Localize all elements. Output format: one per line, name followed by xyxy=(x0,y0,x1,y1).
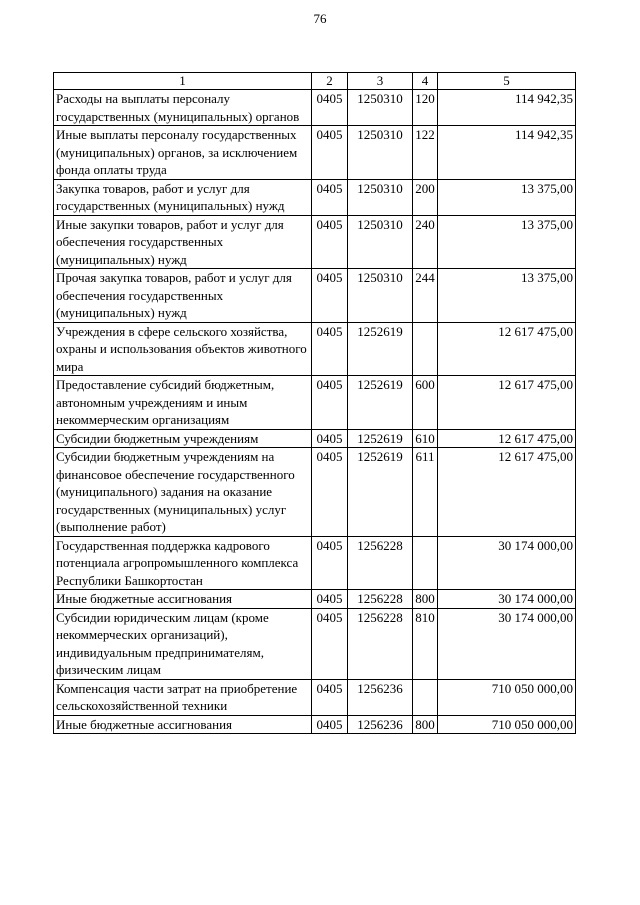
row-sum: 13 375,00 xyxy=(438,215,576,269)
row-section: 0405 xyxy=(312,715,348,734)
row-name: Предоставление субсидий бюджетным, автономным учреждениям и иным некоммерческим организациям xyxy=(54,376,312,430)
row-section: 0405 xyxy=(312,269,348,323)
row-csr: 1256236 xyxy=(348,715,413,734)
row-name: Иные выплаты персоналу государственных (муниципальных) органов, за исключением фонда оплаты труда xyxy=(54,126,312,180)
row-csr: 1256228 xyxy=(348,608,413,679)
row-sum: 114 942,35 xyxy=(438,126,576,180)
row-vr: 240 xyxy=(413,215,438,269)
row-csr: 1256236 xyxy=(348,679,413,715)
row-name: Учреждения в сфере сельского хозяйства, охраны и использования объектов животного мира xyxy=(54,322,312,376)
row-name: Государственная поддержка кадрового потенциала агропромышленного комплекса Республики Башкортостан xyxy=(54,536,312,590)
row-section: 0405 xyxy=(312,679,348,715)
row-vr: 120 xyxy=(413,90,438,126)
row-sum: 13 375,00 xyxy=(438,179,576,215)
row-csr: 1252619 xyxy=(348,322,413,376)
table-row xyxy=(54,590,576,609)
row-name: Иные бюджетные ассигнования xyxy=(54,715,312,734)
row-vr: 800 xyxy=(413,715,438,734)
row-csr: 1256228 xyxy=(348,590,413,609)
row-section: 0405 xyxy=(312,322,348,376)
row-sum: 30 174 000,00 xyxy=(438,590,576,609)
row-section: 0405 xyxy=(312,179,348,215)
row-csr: 1250310 xyxy=(348,126,413,180)
table-row xyxy=(54,536,576,590)
row-section: 0405 xyxy=(312,429,348,448)
row-csr: 1252619 xyxy=(348,448,413,537)
row-csr: 1250310 xyxy=(348,269,413,323)
row-csr: 1256228 xyxy=(348,536,413,590)
row-vr: 122 xyxy=(413,126,438,180)
row-vr: 200 xyxy=(413,179,438,215)
row-name: Иные закупки товаров, работ и услуг для обеспечения государственных (муниципальных) нужд xyxy=(54,215,312,269)
table-row xyxy=(54,179,576,215)
row-section: 0405 xyxy=(312,608,348,679)
row-name: Иные бюджетные ассигнования xyxy=(54,590,312,609)
header-cell-vr: 4 xyxy=(413,73,438,90)
row-csr: 1250310 xyxy=(348,215,413,269)
row-csr: 1252619 xyxy=(348,429,413,448)
row-vr xyxy=(413,536,438,590)
row-section: 0405 xyxy=(312,448,348,537)
row-name: Субсидии бюджетным учреждениям xyxy=(54,429,312,448)
row-vr: 800 xyxy=(413,590,438,609)
row-name: Закупка товаров, работ и услуг для государственных (муниципальных) нужд xyxy=(54,179,312,215)
row-vr: 610 xyxy=(413,429,438,448)
table-row xyxy=(54,448,576,537)
row-csr: 1250310 xyxy=(348,179,413,215)
row-section: 0405 xyxy=(312,90,348,126)
table-row xyxy=(54,715,576,734)
row-sum: 114 942,35 xyxy=(438,90,576,126)
row-sum: 30 174 000,00 xyxy=(438,536,576,590)
row-section: 0405 xyxy=(312,126,348,180)
row-sum: 12 617 475,00 xyxy=(438,322,576,376)
row-vr xyxy=(413,679,438,715)
table-row xyxy=(54,376,576,430)
row-vr: 244 xyxy=(413,269,438,323)
header-cell-section: 2 xyxy=(312,73,348,90)
row-sum: 710 050 000,00 xyxy=(438,715,576,734)
row-section: 0405 xyxy=(312,376,348,430)
header-cell-csr: 3 xyxy=(348,73,413,90)
header-cell-name: 1 xyxy=(54,73,312,90)
row-section: 0405 xyxy=(312,215,348,269)
page-number: 76 xyxy=(313,11,327,26)
row-name: Расходы на выплаты персоналу государственных (муниципальных) органов xyxy=(54,90,312,126)
table-row xyxy=(54,429,576,448)
table-row xyxy=(54,126,576,180)
row-sum: 710 050 000,00 xyxy=(438,679,576,715)
row-vr: 600 xyxy=(413,376,438,430)
row-vr: 810 xyxy=(413,608,438,679)
table-row xyxy=(54,90,576,126)
row-sum: 13 375,00 xyxy=(438,269,576,323)
row-csr: 1252619 xyxy=(348,376,413,430)
row-section: 0405 xyxy=(312,536,348,590)
row-csr: 1250310 xyxy=(348,90,413,126)
row-sum: 30 174 000,00 xyxy=(438,608,576,679)
row-name: Компенсация части затрат на приобретение сельскохозяйственной техники xyxy=(54,679,312,715)
table-row xyxy=(54,679,576,715)
row-sum: 12 617 475,00 xyxy=(438,429,576,448)
table-row xyxy=(54,215,576,269)
row-name: Прочая закупка товаров, работ и услуг для обеспечения государственных (муниципальных) нужд xyxy=(54,269,312,323)
table-row xyxy=(54,608,576,679)
table-row xyxy=(54,322,576,376)
row-section: 0405 xyxy=(312,590,348,609)
row-name: Субсидии бюджетным учреждениям на финансовое обеспечение государственного (муниципального) задания на оказание государственных (муниципальных) услуг (выполнение работ) xyxy=(54,448,312,537)
budget-table xyxy=(53,72,576,734)
header-cell-sum: 5 xyxy=(438,73,576,90)
row-sum: 12 617 475,00 xyxy=(438,376,576,430)
row-name: Субсидии юридическим лицам (кроме некоммерческих организаций), индивидуальным предпринимателям, физическим лицам xyxy=(54,608,312,679)
table-row xyxy=(54,269,576,323)
row-vr: 611 xyxy=(413,448,438,537)
row-vr xyxy=(413,322,438,376)
row-sum: 12 617 475,00 xyxy=(438,448,576,537)
header-row xyxy=(54,73,576,90)
